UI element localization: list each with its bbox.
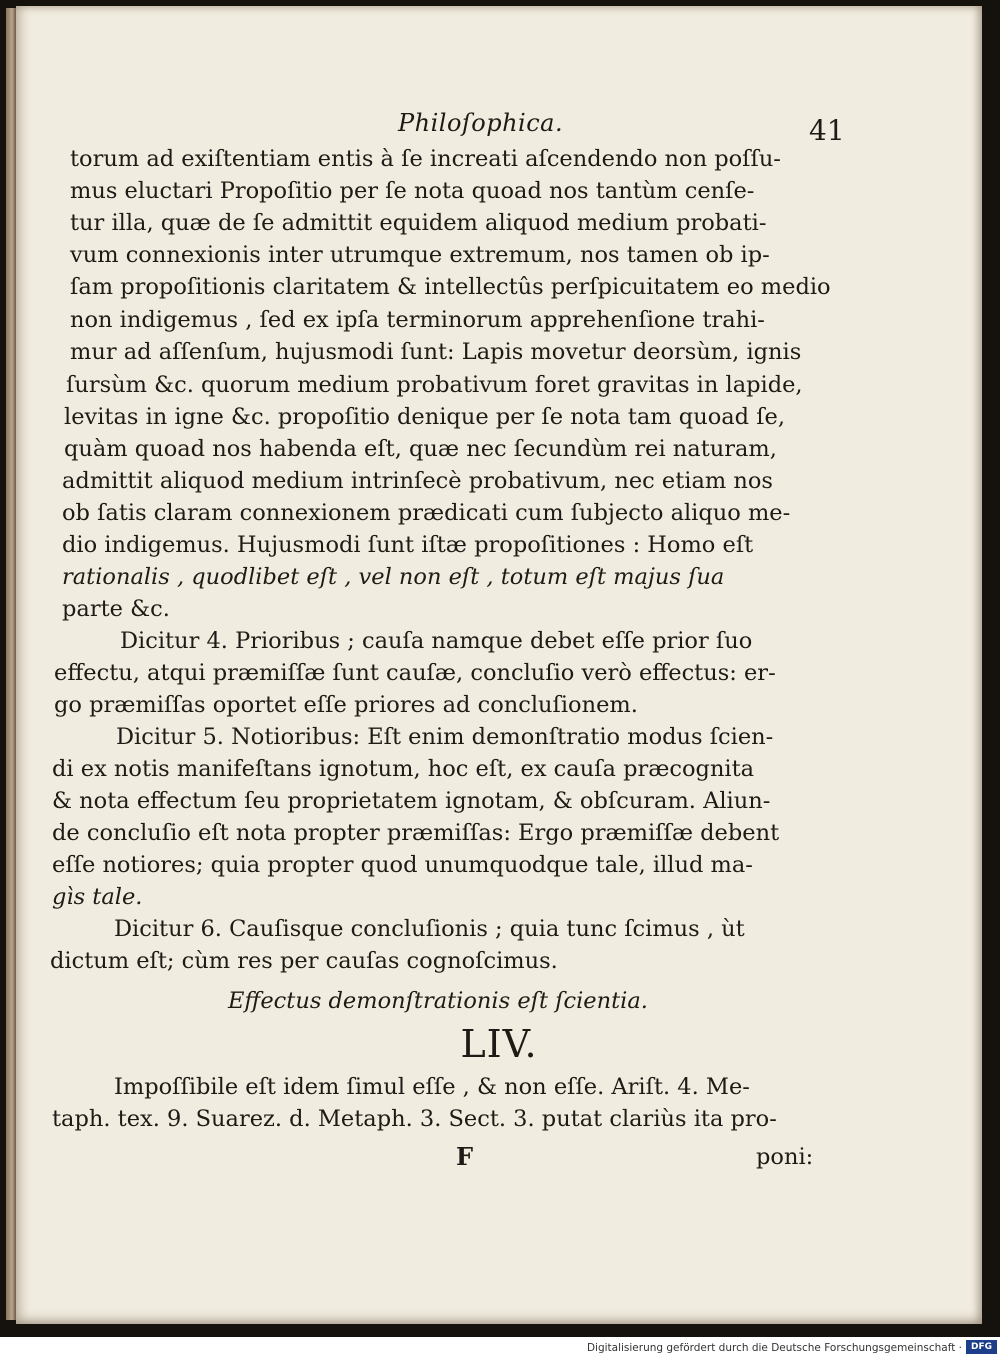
text-line: non indigemus , ſed ex ipſa terminorum apprehenſione trahi-: [70, 307, 765, 333]
signature-mark: F: [456, 1142, 474, 1171]
subheading: Effectus demonſtrationis eſt ſcientia.: [228, 988, 648, 1014]
text-line: Dicitur 6. Cauſisque concluſionis ; quia tunc ſcimus , ùt: [114, 916, 745, 942]
text-line: ſam propoſitionis claritatem & intellectûs perſpicuitatem eo medio: [70, 274, 831, 300]
text-line: di ex notis manifeſtans ignotum, hoc eſt, ex cauſa præcognita: [52, 756, 755, 782]
funding-notice: Digitalisierung gefördert durch die Deutsche Forschungsgemeinschaft ·: [586, 1342, 962, 1354]
text-line: parte &c.: [62, 596, 170, 622]
text-line: dictum eſt; cùm res per cauſas cognoſcimus.: [50, 948, 558, 974]
text-line: admittit aliquod medium intrinſecè probativum, nec etiam nos: [62, 468, 773, 494]
text-line: dio indigemus. Hujusmodi ſunt iſtæ propoſitiones : Homo eſt: [62, 532, 754, 558]
running-header: Philoſophica.: [398, 109, 564, 137]
dfg-logo: DFG: [966, 1340, 997, 1354]
text-line: mur ad aſſenſum, hujusmodi ſunt: Lapis movetur deorsùm, ignis: [70, 339, 802, 365]
text-line: & nota effectum ſeu proprietatem ignotam, & obſcuram. Aliun-: [52, 788, 771, 814]
text-line: go præmiſſas oportet eſſe priores ad concluſionem.: [54, 692, 638, 718]
text-line: Dicitur 4. Prioribus ; cauſa namque debet eſſe prior ſuo: [120, 628, 753, 654]
text-line: gìs tale.: [52, 884, 143, 910]
text-line: mus eluctari Propoſitio per ſe nota quoad nos tantùm cenſe-: [70, 178, 755, 204]
text-line: vum connexionis inter utrumque extremum, nos tamen ob ip-: [70, 242, 770, 268]
text-line: quàm quoad nos habenda eſt, quæ nec ſecundùm rei naturam,: [64, 436, 777, 462]
section-number: LIV.: [460, 1022, 538, 1066]
text-line: taph. tex. 9. Suarez. d. Metaph. 3. Sect. 3. putat clariùs ita pro-: [52, 1106, 777, 1132]
book-page: [16, 6, 982, 1324]
text-line: eſſe notiores; quia propter quod unumquodque tale, illud ma-: [52, 852, 753, 878]
page-number: 41: [809, 114, 845, 147]
text-line: de concluſio eſt nota propter præmiſſas: Ergo præmiſſæ debent: [52, 820, 780, 846]
text-line: torum ad exiſtentiam entis à ſe increati aſcendendo non poſſu-: [70, 146, 781, 172]
text-line: effectu, atqui præmiſſæ ſunt cauſæ, concluſio verò effectus: er-: [54, 660, 776, 686]
text-line: Impoſſibile eſt idem ſimul eſſe , & non eſſe. Ariſt. 4. Me-: [114, 1074, 750, 1100]
book-cover-edge: [6, 8, 16, 1320]
text-line: rationalis , quodlibet eſt , vel non eſt , totum eſt majus ſua: [62, 564, 725, 590]
text-line: ſursùm &c. quorum medium probativum foret gravitas in lapide,: [66, 372, 803, 398]
text-line: levitas in igne &c. propoſitio denique per ſe nota tam quoad ſe,: [64, 404, 785, 430]
catchword: poni:: [756, 1144, 814, 1170]
text-line: Dicitur 5. Notioribus: Eſt enim demonſtratio modus ſcien-: [116, 724, 774, 750]
footer-bar: [0, 1337, 1000, 1359]
text-line: ob ſatis claram connexionem prædicati cum ſubjecto aliquo me-: [62, 500, 791, 526]
text-line: tur illa, quæ de ſe admittit equidem aliquod medium probati-: [70, 210, 767, 236]
